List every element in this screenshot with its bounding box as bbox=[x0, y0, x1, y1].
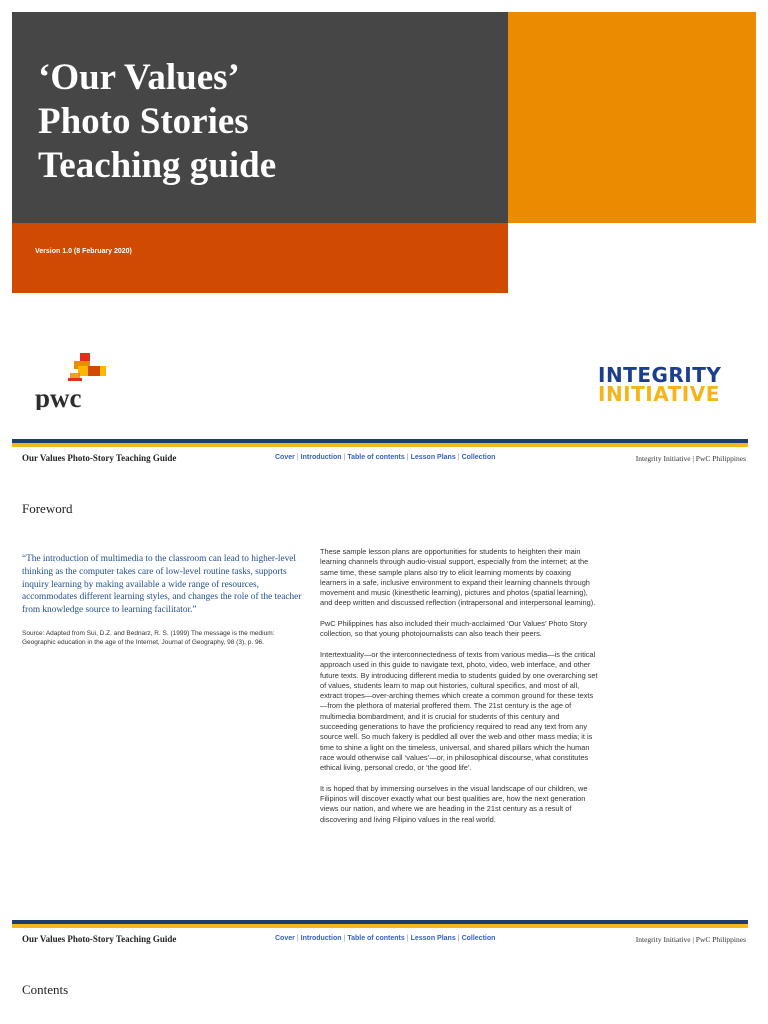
nav-link-introduction[interactable]: Introduction bbox=[300, 454, 342, 461]
nav-separator: | bbox=[296, 935, 299, 942]
logo-text-integrity: INTEGRITY bbox=[598, 363, 722, 387]
foreword-paragraph: PwC Philippines has also included their much-acclaimed ‘Our Values’ Photo Story collection, so that young photojournalists can also teach their peers. bbox=[320, 619, 588, 639]
nav-link-table-of-contents[interactable]: Table of contents bbox=[347, 935, 405, 942]
page-navbar bbox=[12, 453, 748, 467]
nav-link-table-of-contents[interactable]: Table of contents bbox=[347, 454, 405, 461]
header-rule bbox=[12, 920, 748, 928]
quote-source: Source: Adapted from Sui, D.Z. and Bednarz, R. S. (1999) The message is the medium: Geographic education in the age of the Internet, Journal of Geography, 98 (3), p. 96. bbox=[22, 630, 275, 646]
navbar-doc-title: Our Values Photo-Story Teaching Guide bbox=[22, 453, 177, 463]
foreword-paragraph: It is hoped that by immersing ourselves in the visual landscape of our children, we Filipinos will discover exactly what our best qualities are, how the next generation views our nation, and where we are heading in the 21st century as a result of discovering and living Filipino values in the real world. bbox=[320, 783, 588, 824]
nav-link-cover[interactable]: Cover bbox=[275, 454, 295, 461]
cover-red-band bbox=[12, 223, 508, 293]
nav-link-cover[interactable]: Cover bbox=[275, 935, 295, 942]
pwc-logo bbox=[34, 350, 114, 410]
cover-title bbox=[38, 56, 498, 188]
foreword-paragraph: These sample lesson plans are opportunities for students to heighten their main learning channels through audio-visual support, especially from the internet; at the same time, these sample plans also try to elicit learning moments by coaxing learners in a safe, inclusive environment to expand their learning channels through movement and music (kinesthetic learning), pictures and photos (spatial learning), and deep written and discussed reflection (intrapersonal and interpersonal learning). bbox=[320, 547, 596, 608]
nav-separator: | bbox=[457, 454, 460, 461]
navbar-links bbox=[275, 935, 495, 942]
pwc-logo-mark bbox=[34, 350, 114, 410]
cover-title-line: Teaching guide bbox=[38, 145, 277, 186]
integrity-initiative-logo bbox=[598, 363, 728, 406]
cover-version: Version 1.0 (8 February 2020) bbox=[35, 248, 132, 255]
cover-title-line: Photo Stories bbox=[38, 101, 249, 142]
foreword-paragraph: Intertextuality—or the interconnectedness of texts from various media—is the critical approach used in this guide to navigate text, photo, video, web interface, and other future texts. By introducing different media to students guided by one overarching set of values, students learn to map out histories, cultural specifics, and most of all, extract tropes—over-arching themes which create a common ground for these texts—from the plethora of material proffered them. The 21st century is the age of multimedia bombardment, and it is crucial for students of this century and succeeding generations to have the proficiency required to read any text from any source well. So much fakery is peddled all over the web and other mass media; it is time to shine a light on the timeless, universal, and shared pillars which the human race would otherwise call ‘values’—or, in philosophical discourse, what constitutes ethical living, personal credo, or ‘the good life’. bbox=[320, 649, 598, 773]
nav-link-introduction[interactable]: Introduction bbox=[300, 935, 342, 942]
navbar-org: Integrity Initiative | PwC Philippines bbox=[635, 935, 746, 944]
page-navbar bbox=[12, 934, 748, 948]
nav-link-collection[interactable]: Collection bbox=[461, 454, 496, 461]
foreword-quote: “The introduction of multimedia to the classroom can lead to higher-level thinking as the computer takes care of low-level routine tasks, supports inquiry learning by making available a wide range of resources, accommodates different learning styles, and changes the role of the teacher from knowledge source to learning facilitator.” bbox=[22, 554, 302, 616]
logo-text-initiative: INITIATIVE bbox=[598, 382, 720, 406]
nav-link-lesson-plans[interactable]: Lesson Plans bbox=[410, 935, 456, 942]
contents-heading: Contents bbox=[22, 982, 69, 997]
navbar-links bbox=[275, 454, 495, 461]
foreword-heading: Foreword bbox=[22, 501, 73, 516]
nav-separator: | bbox=[406, 935, 409, 942]
nav-link-collection[interactable]: Collection bbox=[461, 935, 496, 942]
nav-separator: | bbox=[406, 454, 409, 461]
navbar-org: Integrity Initiative | PwC Philippines bbox=[635, 454, 746, 463]
nav-separator: | bbox=[343, 935, 346, 942]
nav-separator: | bbox=[296, 454, 299, 461]
navbar-doc-title: Our Values Photo-Story Teaching Guide bbox=[22, 934, 177, 944]
svg-text:pwc: pwc bbox=[35, 383, 82, 410]
header-rule bbox=[12, 439, 748, 447]
foreword-body bbox=[320, 547, 598, 835]
cover-title-line: ‘Our Values’ bbox=[38, 57, 240, 98]
nav-link-lesson-plans[interactable]: Lesson Plans bbox=[410, 454, 456, 461]
cover-orange-panel bbox=[508, 12, 756, 223]
nav-separator: | bbox=[343, 454, 346, 461]
nav-separator: | bbox=[457, 935, 460, 942]
